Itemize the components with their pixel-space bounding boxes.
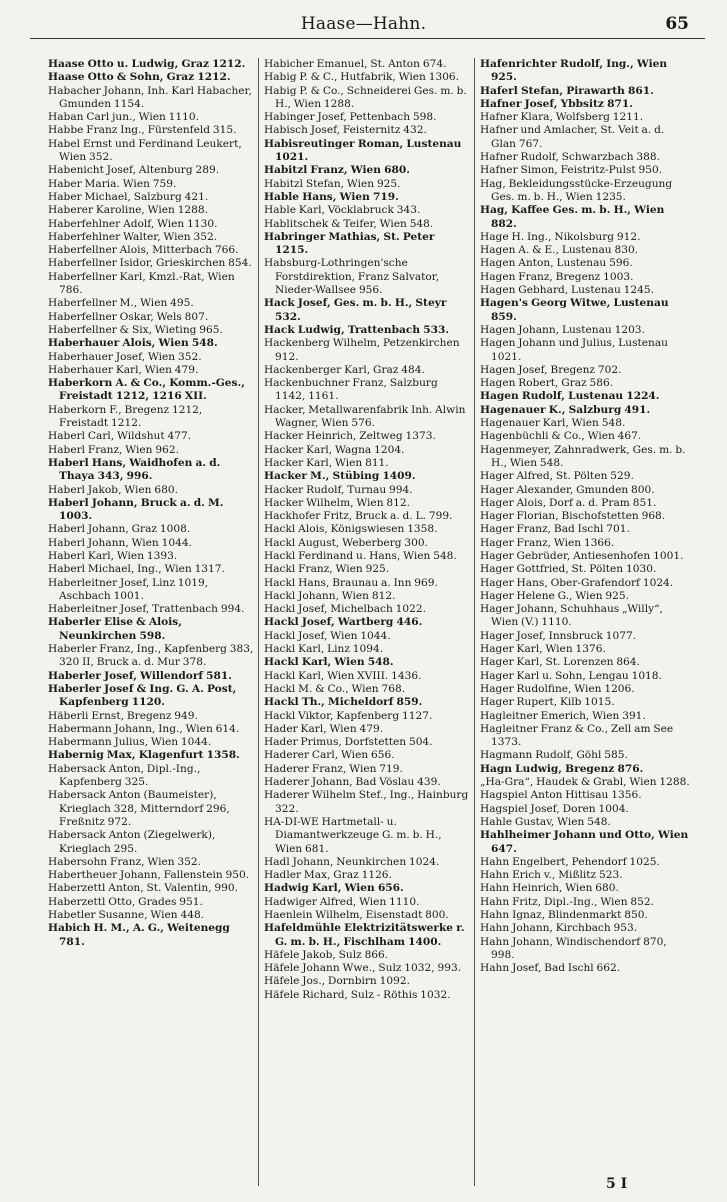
directory-entry: Haberl Karl, Wien 1393. xyxy=(48,549,178,562)
page-number: 65 xyxy=(665,14,689,34)
directory-entry: Häfele Jakob, Sulz 866. xyxy=(264,948,389,961)
directory-entry: Haban Carl jun., Wien 1110. xyxy=(48,111,199,124)
directory-entry: Haberler Elise & Alois, Neunkirchen 598. xyxy=(48,616,182,642)
directory-entry: Hable Hans, Wien 719. xyxy=(264,190,399,203)
directory-entry: Hable Karl, Vöcklabruck 343. xyxy=(264,204,421,217)
directory-entry: Habenicht Josef, Altenburg 289. xyxy=(48,164,220,177)
directory-entry: Haberler Josef, Willendorf 581. xyxy=(48,669,232,682)
directory-entry: Haberfellner Oskar, Wels 807. xyxy=(48,310,209,323)
directory-entry: Habersack Anton (Baumeister), Krieglach 328, Mitterndorf 296, Freßnitz 972. xyxy=(48,789,230,828)
directory-entry: Hahlheimer Johann und Otto, Wien 647. xyxy=(480,829,689,855)
directory-entry: Haenlein Wilhelm, Eisenstadt 800. xyxy=(264,909,449,921)
directory-entry: Hagen Anton, Lustenau 596. xyxy=(480,257,633,270)
directory-entry: „Ha-Gra“, Haudek & Grabl, Wien 1288. xyxy=(480,776,690,789)
directory-entry: Habetler Susanne, Wien 448. xyxy=(48,909,205,921)
directory-entry: Habbe Franz Ing., Fürstenfeld 315. xyxy=(48,124,237,137)
directory-entry: Haberl Michael, Ing., Wien 1317. xyxy=(48,563,225,576)
directory-entry: Hackl Karl, Wien XVIII. 1436. xyxy=(264,669,422,682)
directory-entry: Hahn Johann, Windischendorf 870, 998. xyxy=(480,935,667,961)
directory-entry: Habitzl Stefan, Wien 925. xyxy=(264,177,401,190)
directory-entry: Haberhauer Alois, Wien 548. xyxy=(48,337,218,350)
directory-entry: Hafenrichter Rudolf, Ing., Wien 925. xyxy=(480,58,668,84)
directory-entry: Hagleitner Franz & Co., Zell am See 1373. xyxy=(480,722,674,749)
directory-entry: Haberl Johann, Bruck a. d. M. 1003. xyxy=(48,496,224,523)
directory-entry: Habersack Anton (Ziegelwerk), Krieglach 295. xyxy=(48,829,216,855)
directory-entry: Hagenmeyer, Zahnradwerk, Ges. m. b. H., Wien 548. xyxy=(480,443,686,469)
directory-entry: Haferl Stefan, Pirawarth 861. xyxy=(480,84,654,97)
directory-entry: Haberer Karoline, Wien 1288. xyxy=(48,204,209,217)
directory-entry: Habringer Mathias, St. Peter 1215. xyxy=(264,230,435,257)
directory-entry: Hacker, Metallwarenfabrik Inh. Alwin Wagner, Wien 576. xyxy=(264,403,466,430)
running-head-title: Haase—Hahn. xyxy=(300,14,427,34)
directory-entry: Hackl Th., Micheldorf 859. xyxy=(264,696,423,709)
directory-entry: Hackhofer Fritz, Bruck a. d. L. 799. xyxy=(264,510,453,523)
directory-entry: Hagen A. & E., Lustenau 830. xyxy=(480,244,639,257)
directory-entry: Haase Otto u. Ludwig, Graz 1212. xyxy=(48,58,246,70)
column-divider xyxy=(474,58,475,1186)
directory-entry: Hagen Johann, Lustenau 1203. xyxy=(480,323,645,336)
directory-entry: Hacker Wilhelm, Wien 812. xyxy=(264,496,410,509)
directory-entry: Haberleitner Josef, Linz 1019, Aschbach 1001. xyxy=(48,576,209,602)
directory-entry: Hackl Karl, Linz 1094. xyxy=(264,643,384,656)
directory-entry: Hacker Karl, Wien 811. xyxy=(264,456,389,469)
directory-entry: Haberfellner Alois, Mitterbach 766. xyxy=(48,244,239,257)
directory-entry: Hager Alfred, St. Pölten 529. xyxy=(480,470,634,483)
directory-entry: Habernig Max, Klagenfurt 1358. xyxy=(48,749,240,762)
directory-entry: Hager Gebrüder, Antiesenhofen 1001. xyxy=(480,549,684,562)
directory-entry: Hager Karl, Wien 1376. xyxy=(480,643,606,656)
directory-entry: Hager Alois, Dorf a. d. Pram 851. xyxy=(480,496,657,509)
directory-entry: Haberfehlner Adolf, Wien 1130. xyxy=(48,217,218,230)
directory-entry: Hadl Johann, Neunkirchen 1024. xyxy=(264,855,440,868)
directory-entry: Haberfellner & Six, Wieting 965. xyxy=(48,323,223,336)
directory-entry: Hacker Rudolf, Turnau 994. xyxy=(264,483,413,496)
directory-entry: Hackl Josef, Michelbach 1022. xyxy=(264,603,426,616)
directory-entry: Hafner Klara, Wolfsberg 1211. xyxy=(480,111,644,124)
directory-entry: Hackl Josef, Wien 1044. xyxy=(264,629,391,642)
directory-entry: Haberl Johann, Wien 1044. xyxy=(48,536,192,549)
directory-entry: Hager Alexander, Gmunden 800. xyxy=(480,483,655,496)
directory-entry: Häfele Johann Wwe., Sulz 1032, 993. xyxy=(264,962,462,975)
directory-entry: Hagmann Rudolf, Göhl 585. xyxy=(480,749,628,762)
directory-entry: Hackl Franz, Wien 925. xyxy=(264,563,390,576)
directory-entry: Habertheuer Johann, Fallenstein 950. xyxy=(48,869,250,882)
directory-entry: Haberkorn F., Bregenz 1212, Freistadt 1212. xyxy=(48,403,203,430)
directory-entry: Hagen Robert, Graz 586. xyxy=(480,377,614,390)
directory-entry: Habsburg-Lothringen'sche Forstdirektion, Franz Salvator, Nieder-Wallsee 956. xyxy=(264,257,440,297)
column-3 xyxy=(480,58,690,975)
directory-entry: Haderer Carl, Wien 656. xyxy=(264,749,395,762)
directory-entry: Hafner Simon, Feistritz-Pulst 950. xyxy=(480,164,663,177)
directory-entry: Habermann Johann, Ing., Wien 614. xyxy=(48,722,240,735)
directory-entry: Hagen Rudolf, Lustenau 1224. xyxy=(480,390,660,403)
directory-entry: Hagenauer Karl, Wien 548. xyxy=(480,417,626,430)
directory-entry: Hahle Gustav, Wien 548. xyxy=(480,815,611,828)
directory-entry: Hager Helene G., Wien 925. xyxy=(480,589,629,602)
directory-entry: Hackenberg Wilhelm, Petzenkirchen 912. xyxy=(264,337,460,363)
directory-entry: Habich H. M., A. G., Weitenegg 781. xyxy=(48,922,230,948)
printer-signature: 5 I xyxy=(606,1176,628,1192)
directory-entry: Hackl Ferdinand u. Hans, Wien 548. xyxy=(264,549,457,562)
directory-entry: Hahn Josef, Bad Ischl 662. xyxy=(480,962,621,975)
directory-entry: Hager Johann, Schuhhaus „Willy“, Wien (V.) 1110. xyxy=(480,603,663,629)
directory-entry: Haberzettl Anton, St. Valentin, 990. xyxy=(48,882,238,895)
directory-entry: Haase Otto & Sohn, Graz 1212. xyxy=(48,71,231,84)
directory-entry: Habisreutinger Roman, Lustenau 1021. xyxy=(264,137,462,164)
header-rule xyxy=(30,38,705,39)
directory-entry: Hablitschek & Teifer, Wien 548. xyxy=(264,217,434,230)
directory-entry: Hafner Rudolf, Schwarzbach 388. xyxy=(480,151,660,164)
directory-entry: Hagen Gebhard, Lustenau 1245. xyxy=(480,284,655,297)
column-2 xyxy=(264,58,470,1002)
directory-entry: Habicher Emanuel, St. Anton 674. xyxy=(264,58,447,70)
directory-entry: Hager Gottfried, St. Pölten 1030. xyxy=(480,563,657,576)
directory-entry: Hadwiger Alfred, Wien 1110. xyxy=(264,895,420,908)
directory-entry: Hahn Fritz, Dipl.-Ing., Wien 852. xyxy=(480,895,654,908)
directory-entry: Hager Franz, Wien 1366. xyxy=(480,536,615,549)
directory-entry: Haberl Jakob, Wien 680. xyxy=(48,483,178,496)
directory-entry: Haberhauer Josef, Wien 352. xyxy=(48,350,202,363)
directory-entry: Hagen Franz, Bregenz 1003. xyxy=(480,270,634,283)
directory-entry: Haberzettl Otto, Grades 951. xyxy=(48,895,203,908)
directory-entry: Haberleitner Josef, Trattenbach 994. xyxy=(48,603,245,616)
directory-entry: Hack Josef, Ges. m. b. H., Steyr 532. xyxy=(264,297,447,323)
directory-entry: Hahn Heinrich, Wien 680. xyxy=(480,882,619,895)
directory-entry: Hager Florian, Bischofstetten 968. xyxy=(480,510,666,523)
directory-entry: Haberfellner M., Wien 495. xyxy=(48,297,194,310)
directory-entry: Habermann Julius, Wien 1044. xyxy=(48,736,212,749)
directory-entry: Hackl August, Weberberg 300. xyxy=(264,536,428,549)
directory-entry: Hackenbuchner Franz, Salzburg 1142, 1161. xyxy=(264,377,438,403)
directory-entry: Habacher Johann, Inh. Karl Habacher, Gmunden 1154. xyxy=(48,84,252,110)
directory-entry: Hagn Ludwig, Bregenz 876. xyxy=(480,762,644,775)
directory-entry: Hagspiel Anton Hittisau 1356. xyxy=(480,789,642,802)
directory-entry: Hackenberger Karl, Graz 484. xyxy=(264,363,425,376)
directory-entry: Haderer Johann, Bad Vöslau 439. xyxy=(264,776,441,789)
directory-entry: Hahn Johann, Kirchbach 953. xyxy=(480,922,638,935)
directory-entry: Habig P. & Co., Schneiderei Ges. m. b. H., Wien 1288. xyxy=(264,84,467,110)
column-divider xyxy=(258,58,259,1186)
directory-entry: Haberl Carl, Wildshut 477. xyxy=(48,430,192,443)
directory-entry: Haberler Josef & Ing. G. A. Post, Kapfenberg 1120. xyxy=(48,682,237,709)
directory-entry: Hacker Karl, Wagna 1204. xyxy=(264,443,405,456)
directory-entry: Hafner und Amlacher, St. Veit a. d. Glan 767. xyxy=(480,124,665,150)
directory-entry: Hackl Viktor, Kapfenberg 1127. xyxy=(264,709,433,722)
directory-entry: Habinger Josef, Pettenbach 598. xyxy=(264,111,437,124)
directory-entry: Hager Josef, Innsbruck 1077. xyxy=(480,629,637,642)
directory-entry: Hagen Johann und Julius, Lustenau 1021. xyxy=(480,337,668,363)
directory-entry: Hager Franz, Bad Ischl 701. xyxy=(480,523,630,536)
directory-entry: Haberhauer Karl, Wien 479. xyxy=(48,363,199,376)
directory-entry: Hackl Hans, Braunau a. Inn 969. xyxy=(264,576,438,589)
directory-entry: Habel Ernst und Ferdinand Leukert, Wien 352. xyxy=(48,137,242,164)
directory-entry: HA-DI-WE Hartmetall- u. Diamantwerkzeuge G. m. b. H., Wien 681. xyxy=(264,815,442,855)
directory-entry: Hader Karl, Wien 479. xyxy=(264,722,384,735)
directory-entry: Haderer Franz, Wien 719. xyxy=(264,762,403,775)
directory-entry: Hadler Max, Graz 1126. xyxy=(264,869,392,882)
directory-entry: Hagleitner Emerich, Wien 391. xyxy=(480,709,646,722)
directory-entry: Hagen Josef, Bregenz 702. xyxy=(480,363,622,376)
directory-entry: Haderer Wilhelm Stef., Ing., Hainburg 322. xyxy=(264,789,469,815)
directory-entry: Hader Primus, Dorfstetten 504. xyxy=(264,736,433,749)
directory-entry: Habersack Anton, Dipl.-Ing., Kapfenberg 325. xyxy=(48,762,201,789)
directory-entry: Hahn Erich v., Mißlitz 523. xyxy=(480,869,623,882)
directory-entry: Habitzl Franz, Wien 680. xyxy=(264,164,410,177)
directory-entry: Haberkorn A. & Co., Komm.-Ges., Freistadt 1212, 1216 XII. xyxy=(48,377,245,403)
directory-entry: Hager Rudolfine, Wien 1206. xyxy=(480,682,635,695)
directory-entry: Hacker M., Stübing 1409. xyxy=(264,470,416,483)
directory-entry: Haberfellner Isidor, Grieskirchen 854. xyxy=(48,257,252,270)
directory-entry: Hager Karl, St. Lorenzen 864. xyxy=(480,656,640,669)
directory-entry: Hackl Karl, Wien 548. xyxy=(264,656,394,669)
directory-entry: Haberl Johann, Graz 1008. xyxy=(48,523,191,536)
directory-entry: Hagenauer K., Salzburg 491. xyxy=(480,403,651,416)
directory-entry: Hager Rupert, Kilb 1015. xyxy=(480,696,615,709)
directory-entry: Haberl Hans, Waidhofen a. d. Thaya 343, 996. xyxy=(48,456,221,483)
directory-entry: Häfele Jos., Dornbirn 1092. xyxy=(264,975,410,988)
directory-entry: Haber Maria. Wien 759. xyxy=(48,177,177,190)
directory-entry: Habersohn Franz, Wien 352. xyxy=(48,855,202,868)
directory-entry: Hahn Ignaz, Blindenmarkt 850. xyxy=(480,909,648,921)
directory-entry: Hacker Heinrich, Zeltweg 1373. xyxy=(264,430,436,443)
directory-entry: Habisch Josef, Feisternitz 432. xyxy=(264,124,427,137)
directory-entry: Hag, Bekleidungsstücke-Erzeugung Ges. m. b. H., Wien 1235. xyxy=(480,177,673,203)
directory-entry: Hafeldmühle Elektrizitätswerke r. G. m. b. H., Fischlham 1400. xyxy=(264,922,465,948)
directory-entry: Hadwig Karl, Wien 656. xyxy=(264,882,404,895)
page-header xyxy=(0,6,727,38)
directory-entry: Haberler Franz, Ing., Kapfenberg 383, 320 II, Bruck a. d. Mur 378. xyxy=(48,643,254,669)
directory-entry: Hahn Engelbert, Pehendorf 1025. xyxy=(480,855,660,868)
directory-entry: Haber Michael, Salzburg 421. xyxy=(48,190,209,203)
directory-entry: Häberli Ernst, Bregenz 949. xyxy=(48,709,198,722)
directory-entry: Hager Hans, Ober-Grafendorf 1024. xyxy=(480,576,674,589)
directory-entry: Hag, Kaffee Ges. m. b. H., Wien 882. xyxy=(480,204,665,230)
directory-entry: Haberl Franz, Wien 962. xyxy=(48,443,179,456)
directory-entry: Hackl Josef, Wartberg 446. xyxy=(264,616,423,629)
directory-entry: Häfele Richard, Sulz - Röthis 1032. xyxy=(264,988,451,1001)
directory-entry: Hafner Josef, Ybbsitz 871. xyxy=(480,97,633,110)
directory-entry: Hackl Alois, Königswiesen 1358. xyxy=(264,523,438,536)
directory-entry: Hager Karl u. Sohn, Lengau 1018. xyxy=(480,669,662,682)
directory-entry: Hagspiel Josef, Doren 1004. xyxy=(480,802,629,815)
column-1 xyxy=(48,58,254,949)
directory-entry: Haberfehlner Walter, Wien 352. xyxy=(48,230,218,243)
directory-entry: Hack Ludwig, Trattenbach 533. xyxy=(264,323,450,336)
directory-entry: Hagen's Georg Witwe, Lustenau 859. xyxy=(480,297,669,323)
directory-entry: Habig P. & C., Hutfabrik, Wien 1306. xyxy=(264,71,460,84)
directory-entry: Hagenbüchli & Co., Wien 467. xyxy=(480,430,642,443)
directory-entry: Hackl Johann, Wien 812. xyxy=(264,589,396,602)
directory-entry: Hage H. Ing., Nikolsburg 912. xyxy=(480,230,641,243)
directory-entry: Hackl M. & Co., Wien 768. xyxy=(264,682,406,695)
directory-entry: Haberfellner Karl, Kmzl.-Rat, Wien 786. xyxy=(48,270,235,297)
